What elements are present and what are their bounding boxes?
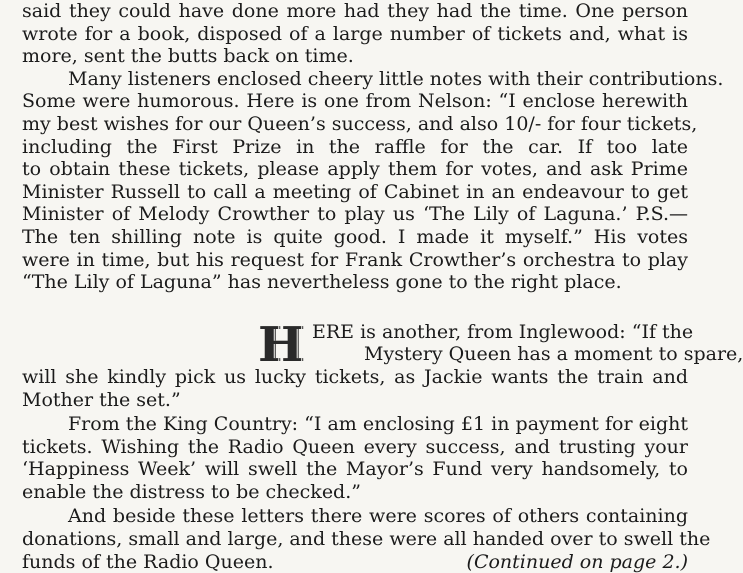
paragraph-4 (22, 413, 688, 503)
text-line: Mystery Queen has a moment to spare, (364, 343, 743, 366)
paragraph-3 (22, 316, 743, 411)
text-line: ‘Happiness Week’ will swell the Mayor’s Fund very handsomely, to (22, 458, 688, 481)
text-line-last (22, 551, 688, 573)
text-line: Mother the set.” (22, 388, 181, 411)
text-line: were in time, but his request for Frank Crowther’s orchestra to play (22, 248, 688, 271)
text-line: And beside these letters there were scores of others containing (68, 505, 688, 528)
text-line-end: funds of the Radio Queen. (22, 550, 274, 573)
text-line: Minister Russell to call a meeting of Cabinet in an endeavour to get (22, 180, 688, 203)
text-line: said they could have done more had they had the time. One person (22, 0, 688, 22)
paragraph-2 (22, 67, 724, 294)
text-line: From the King Country: “I am enclosing £1 in payment for eight (68, 413, 688, 436)
drop-cap: H (258, 316, 304, 373)
text-line: to obtain these tickets, please apply them for votes, and ask Prime (22, 158, 688, 181)
continued-note: (Continued on page 2.) (466, 550, 688, 573)
text-line: Some were humorous. Here is one from Nelson: “I enclose herewith (22, 90, 688, 113)
text-line: will she kindly pick us lucky tickets, as Jackie wants the train and (22, 365, 688, 388)
text-line: ERE is another, from Inglewood: “If the (312, 320, 694, 343)
paragraph-1 (22, 0, 688, 68)
text-line: Minister of Melody Crowther to play us ‘The Lily of Laguna.’ P.S.— (22, 203, 688, 226)
text-line: “The Lily of Laguna” has nevertheless gone to the right place. (22, 271, 622, 294)
text-line: enable the distress to be checked.” (22, 480, 361, 503)
text-line: The ten shilling note is quite good. I made it myself.” His votes (22, 225, 688, 248)
text-line: wrote for a book, disposed of a large number of tickets and, what is (22, 22, 688, 45)
text-line: more, sent the butts back on time. (22, 45, 354, 68)
text-line: my best wishes for our Queen’s success, and also 10/- for four tickets, (22, 112, 698, 135)
paragraph-5 (22, 505, 711, 573)
text-line: Many listeners enclosed cheery little notes with their contributions. (68, 67, 724, 90)
text-line: including the First Prize in the raffle for the car. If too late (22, 135, 688, 158)
text-line: donations, small and large, and these were all handed over to swell the (22, 528, 711, 551)
text-line: tickets. Wishing the Radio Queen every success, and trusting your (22, 435, 688, 458)
